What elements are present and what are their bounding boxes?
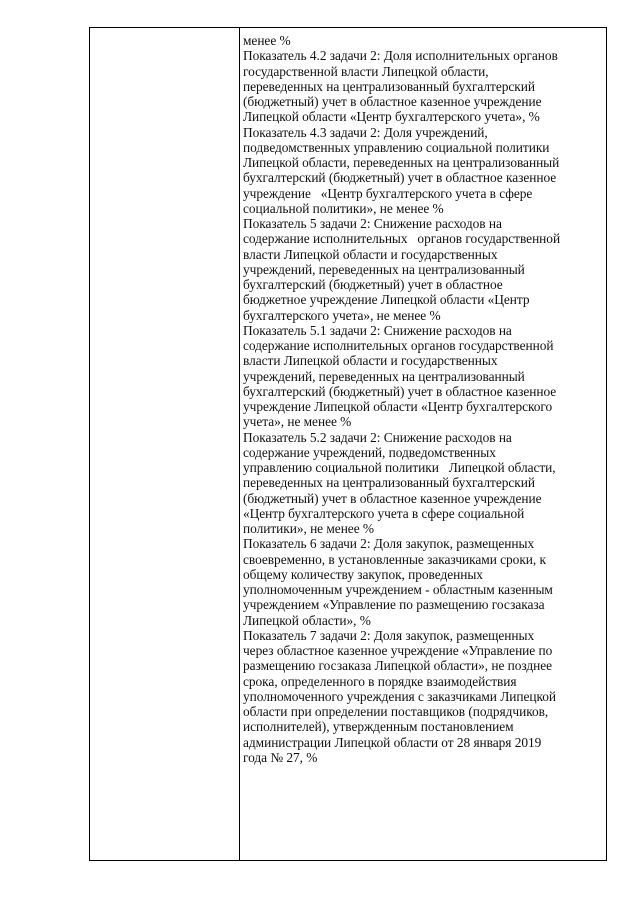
text-line: власти Липецкой области и государственных [243, 246, 498, 262]
text-line: государственной власти Липецкой области, [243, 63, 489, 79]
text-line: власти Липецкой области и государственных [243, 353, 498, 369]
text-line: своевременно, в установленные заказчиками сроки, к [243, 551, 546, 567]
text-line: Показатель 6 задачи 2: Доля закупок, размещенных [243, 536, 535, 552]
text-line: уполномоченного учреждения с заказчиками Липецкой [243, 688, 557, 704]
text-line: Липецкой области», % [243, 612, 371, 628]
text-line: бухгалтерский (бюджетный) учет в областное [243, 277, 503, 292]
text-line: области при определении поставщиков (подрядчиков, [243, 704, 549, 719]
text-line: подведомственных управлению социальной политики [243, 139, 550, 155]
text-line: года № 27, % [243, 749, 318, 765]
text-line: исполнителей), утвержденным постановлением [243, 719, 514, 735]
text-line: содержание исполнительных органов государственной [243, 338, 554, 353]
text-line: политики», не менее % [243, 521, 374, 536]
text-line: менее % [243, 33, 291, 48]
text-line: управлению социальной политики Липецкой области, [243, 460, 556, 475]
text-line: общему количеству закупок, проведенных [243, 566, 483, 582]
text-line: (бюджетный) учет в областное казенное учреждение [243, 490, 542, 506]
text-line: Липецкой области, переведенных на централизованный [243, 155, 560, 170]
text-line: учреждений, переведенных на централизованный [243, 368, 525, 384]
text-line: переведенных на централизованный бухгалтерский [243, 78, 535, 94]
text-line: через областное казенное учреждение «Управление по [243, 643, 553, 658]
text-line: учреждений, переведенных на централизованный [243, 261, 525, 277]
text-line: Показатель 5 задачи 2: Снижение расходов на [243, 216, 502, 231]
document-table [89, 27, 607, 861]
text-line: администрации Липецкой области от 28 января 2019 [243, 734, 542, 750]
text-line: переведенных на централизованный бухгалтерский [243, 475, 535, 491]
text-line: учреждение «Центр бухгалтерского учета в сфере [243, 185, 533, 201]
text-line: содержание исполнительных органов государственной [243, 231, 561, 247]
text-line: уполномоченным учреждением - областным казенным [243, 582, 553, 597]
text-line: бухгалтерского учета», не менее % [243, 307, 441, 323]
text-line: размещению госзаказа Липецкой области», не позднее [243, 658, 553, 674]
text-line: Липецкой области «Центр бухгалтерского учета», % [243, 109, 540, 125]
table-left-column [90, 28, 240, 860]
text-line: Показатель 4.2 задачи 2: Доля исполнительных органов [243, 48, 558, 64]
text-line: бухгалтерский (бюджетный) учет в областное казенное [243, 170, 557, 186]
text-line: бухгалтерский (бюджетный) учет в областное казенное [243, 383, 557, 399]
text-line: учета», не менее % [243, 414, 352, 430]
text-line: учреждение Липецкой области «Центр бухгалтерского [243, 399, 553, 414]
text-line: Показатель 4.3 задачи 2: Доля учреждений, [243, 124, 488, 140]
text-line: учреждением «Управление по размещению госзаказа [243, 597, 545, 613]
text-line: срока, определенного в порядке взаимодействия [243, 673, 517, 689]
text-line: социальной политики», не менее % [243, 200, 444, 216]
text-line: «Центр бухгалтерского учета в сфере социальной [243, 505, 525, 521]
text-line: Показатель 5.2 задачи 2: Снижение расходов на [243, 429, 512, 445]
text-line: содержание учреждений, подведомственных [243, 444, 496, 460]
table-right-column [240, 28, 606, 860]
text-line: Показатель 7 задачи 2: Доля закупок, размещенных [243, 627, 535, 643]
text-line: бюджетное учреждение Липецкой области «Центр [243, 292, 530, 308]
text-line: (бюджетный) учет в областное казенное учреждение [243, 94, 542, 109]
text-line: Показатель 5.1 задачи 2: Снижение расходов на [243, 322, 512, 338]
